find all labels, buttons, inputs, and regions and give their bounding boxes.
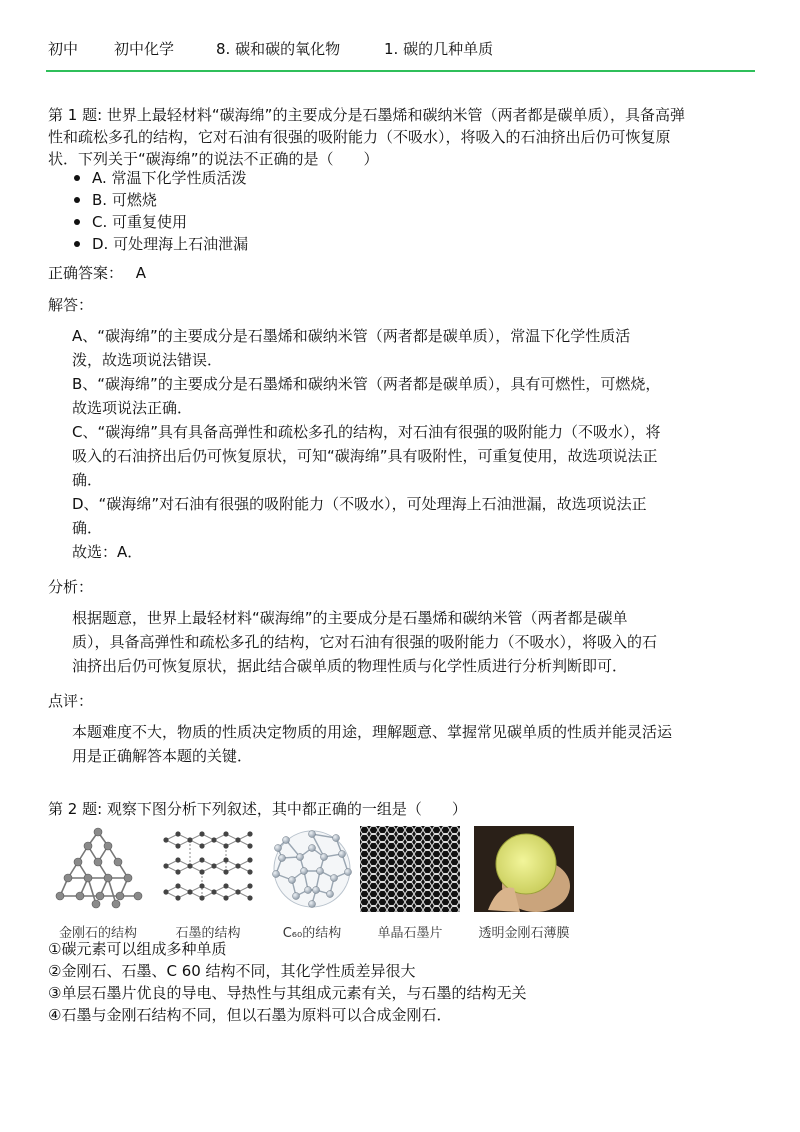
diamond-film-photo-icon: [474, 826, 574, 912]
c60-structure-icon: [262, 826, 362, 912]
figure-caption: 单晶石墨片: [377, 926, 443, 941]
breadcrumb: [48, 38, 754, 59]
breadcrumb-item-section[interactable]: 1. 碳的几种单质: [384, 40, 494, 58]
answer-label: 正确答案：: [48, 264, 124, 282]
stem-line: 性和疏松多孔的结构，它对石油有很强的吸附能力（不吸水），将吸入的石油挤出后仍可恢复原: [48, 128, 671, 146]
figure-c60: [262, 826, 362, 941]
comment-line: 本题难度不大，物质的性质决定物质的用途，理解题意、掌握常见碳单质的性质并能灵活运: [72, 723, 673, 741]
breadcrumb-item-level[interactable]: 初中: [48, 40, 79, 58]
figure-diamond: [48, 826, 148, 941]
analysis-line: 根据题意，世界上最轻材料“碳海绵”的主要成分是石墨烯和碳纳米管（两者都是碳单: [72, 609, 628, 627]
comment-label: 点评：: [48, 692, 94, 710]
solution-line: 确．: [72, 519, 103, 537]
solution-line: D、“碳海绵”对石油有很强的吸附能力（不吸水），可处理海上石油泄漏，故选项说法正: [72, 495, 647, 513]
question-2-stem: 第 2 题: 观察下图分析下列叙述，其中都正确的一组是（ ）: [48, 800, 467, 818]
statement-4: ④石墨与金刚石结构不同，但以石墨为原料可以合成金刚石．: [48, 1006, 452, 1024]
comment-line: 用是正确解答本题的关键．: [72, 747, 253, 765]
statement-3: ③单层石墨片优良的导电、导热性与其组成元素有关，与石墨的结构无关: [48, 984, 527, 1002]
figure-caption: 金刚石的结构: [58, 926, 137, 941]
analysis-body: [72, 606, 732, 678]
figure-caption: C₆₀的结构: [282, 926, 342, 941]
statement-2: ②金刚石、石墨、C 60 结构不同，其化学性质差异很大: [48, 962, 416, 980]
solution-line: 吸入的石油挤出后仍可恢复原状，可知“碳海绵”具有吸附性，可重复使用，故选项说法正: [72, 447, 658, 465]
figure-graphene-sheet: [360, 826, 460, 941]
analysis-line: 质），具备高弹性和疏松多孔的结构，它对石油有很强的吸附能力（不吸水），将吸入的石: [72, 633, 658, 651]
question-2-statements: [48, 938, 526, 1026]
figure-graphite: [158, 826, 258, 941]
option-c: C. 可重复使用: [72, 211, 248, 233]
stem-line: 第 1 题: 世界上最轻材料“碳海绵”的主要成分是石墨烯和碳纳米管（两者都是碳单质），具备高弹: [48, 106, 685, 124]
solution-line: 故选：A．: [72, 543, 143, 561]
analysis-line: 油挤出后仍可恢复原状，据此结合碳单质的物理性质与化学性质进行分析判断即可．: [72, 657, 628, 675]
solution-line: 故选项说法正确．: [72, 399, 193, 417]
graphene-sheet-icon: [360, 826, 460, 912]
solution-body: [72, 324, 732, 564]
option-a: A. 常温下化学性质活泼: [72, 167, 248, 189]
diamond-structure-icon: [48, 826, 148, 912]
stem-line: 状．下列关于“碳海绵”的说法不正确的是（ ）: [48, 150, 379, 168]
graphite-structure-icon: [158, 826, 258, 912]
figure-caption: 石墨的结构: [175, 926, 241, 941]
figure-caption: 透明金刚石薄膜: [478, 926, 570, 941]
question-1-stem: [48, 104, 756, 170]
solution-line: B、“碳海绵”的主要成分是石墨烯和碳纳米管（两者都是碳单质），具有可燃性，可燃烧，: [72, 375, 661, 393]
question-1-options: [72, 167, 248, 255]
solution-line: C、“碳海绵”具有具备高弹性和疏松多孔的结构，对石油有很强的吸附能力（不吸水），将: [72, 423, 661, 441]
comment-body: [72, 720, 732, 768]
solution-label: 解答：: [48, 296, 94, 314]
analysis-label: 分析：: [48, 578, 94, 596]
option-d: D. 可处理海上石油泄漏: [72, 233, 248, 255]
solution-line: A、“碳海绵”的主要成分是石墨烯和碳纳米管（两者都是碳单质），常温下化学性质活: [72, 327, 631, 345]
solution-line: 泼，故选项说法错误．: [72, 351, 223, 369]
breadcrumb-item-chapter[interactable]: 8. 碳和碳的氧化物: [216, 40, 341, 58]
answer-row: [48, 262, 146, 284]
figure-diamond-film: [474, 826, 574, 941]
header-divider: [46, 70, 755, 72]
answer-value: A: [135, 264, 147, 282]
breadcrumb-item-subject[interactable]: 初中化学: [114, 40, 175, 58]
statement-1: ①碳元素可以组成多种单质: [48, 940, 227, 958]
option-b: B. 可燃烧: [72, 189, 248, 211]
solution-line: 确．: [72, 471, 103, 489]
question-2-figures: [48, 826, 588, 944]
